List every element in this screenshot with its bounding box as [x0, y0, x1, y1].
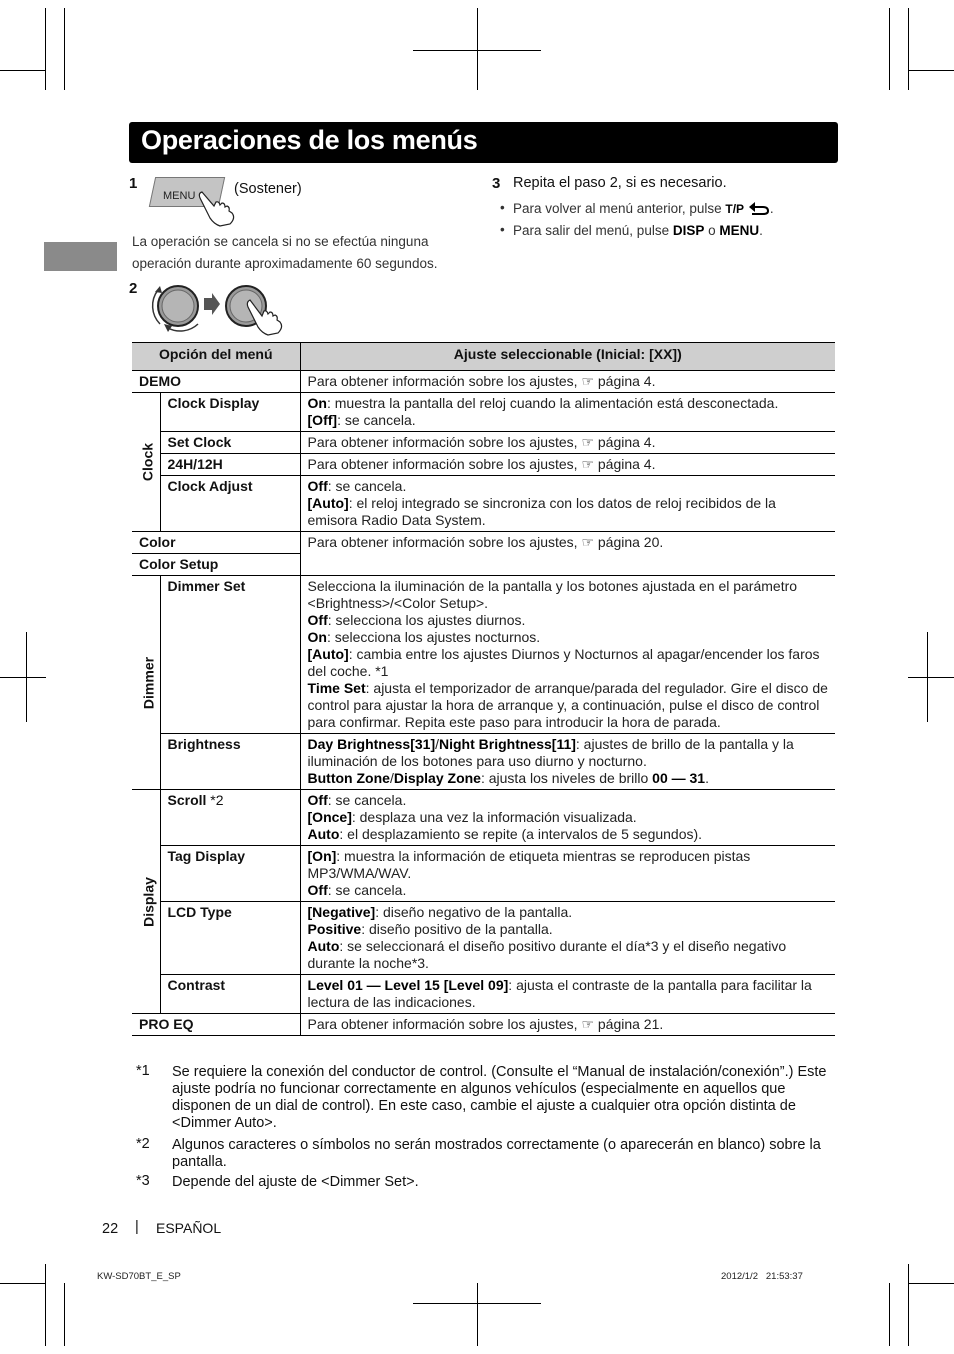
step-1-note: La operación se cancela si no se efectúa ninguna operación durante aproximadamente 60 segundos. [132, 234, 438, 271]
setting-cell: Para obtener información sobre los ajustes, ☞ página 4. [300, 371, 835, 393]
crop-mark [908, 1283, 954, 1284]
hold-label: (Sostener) [234, 181, 302, 197]
table-row [132, 532, 835, 554]
table-header-row [132, 343, 835, 371]
menu-item-color: Color [132, 532, 300, 554]
menu-item-scroll: Scroll *2 [160, 790, 300, 846]
setting-cell: Para obtener información sobre los ajustes, ☞ página 4. [300, 454, 835, 476]
tp-key-label: T/P [725, 202, 745, 216]
page-title: Operaciones de los menús [141, 125, 478, 155]
setting-cell: Para obtener información sobre los ajustes, ☞ página 20. [300, 532, 835, 576]
footnote-2: Algunos caracteres o símbolos no serán mostrados correctamente (o aparecerán en blanco) sobre la pantalla. [172, 1137, 821, 1170]
print-timestamp: 2012/1/2 21:53:37 [721, 1271, 803, 1282]
footnote-mark: *3 [136, 1173, 150, 1189]
table-row [132, 432, 835, 454]
menu-item-tag-display: Tag Display [160, 846, 300, 902]
group-clock [132, 393, 160, 532]
return-arrow-icon [748, 201, 770, 215]
crop-mark [45, 1264, 46, 1346]
crop-mark [26, 632, 27, 722]
menu-item-pro-eq: PRO EQ [132, 1014, 300, 1036]
table-row [132, 790, 835, 846]
crop-mark [889, 8, 890, 90]
setting-cell: Para obtener información sobre los ajustes, ☞ página 4. [300, 432, 835, 454]
menu-item-contrast: Contrast [160, 975, 300, 1014]
crop-mark [908, 70, 954, 71]
pointing-hand-icon [196, 188, 238, 228]
setting-cell: Selecciona la iluminación de la pantalla y los botones ajustada en el parámetro <Brightness>/<Color Setup>. Off: selecciona los ajustes diurnos. On: selecciona los ajustes nocturnos. [Auto]: cambia entre los ajustes Diurnos y Nocturnos al apagar/encender los faros del coche. *1 Time Set: ajusta el temporizador de arranque/parada del regulador. Gire el disco de control para ajustar la hora de arranque y, a continuación, pulse el disco de control para confirmar. Repita este paso para introducir la hora de parada. [300, 576, 835, 734]
menu-options-table [132, 342, 835, 1036]
setting-cell: [On]: muestra la información de etiqueta mientras se reproducen pistas MP3/WMA/WAV. Off: se cancela. [300, 846, 835, 902]
setting-cell: On: muestra la pantalla del reloj cuando la alimentación está desconectada. [Off]: se cancela. [300, 393, 835, 432]
step-3-text: Repita el paso 2, si es necesario. [513, 175, 727, 191]
crop-mark [927, 632, 928, 722]
file-code: KW-SD70BT_E_SP [97, 1271, 181, 1282]
setting-cell: Day Brightness[31]/Night Brightness[11]: ajustes de brillo de la pantalla y la iluminación de los botones para uso diurno y nocturno. Button Zone/Display Zone: ajusta los niveles de brillo 00 — 31. [300, 734, 835, 790]
menu-item-clock-display: Clock Display [160, 393, 300, 432]
crop-mark [64, 8, 65, 90]
table-row [132, 1014, 835, 1036]
setting-cell: [Negative]: diseño negativo de la pantalla. Positive: diseño positivo de la pantalla. Auto: se seleccionará el diseño positivo durante el día*3 y el diseño negativo durante la noche*3. [300, 902, 835, 975]
menu-item-dimmer-set: Dimmer Set [160, 576, 300, 734]
table-row [132, 454, 835, 476]
menu-item-brightness: Brightness [160, 734, 300, 790]
footnote-mark: *2 [136, 1136, 150, 1152]
step-1-number: 1 [129, 175, 138, 192]
step-3-bullet-exit: Para salir del menú, pulse DISP o MENU. [513, 223, 763, 238]
bullet: • [500, 200, 505, 215]
table-row [132, 393, 835, 432]
group-label-dimmer: Dimmer [140, 656, 157, 709]
crop-mark [908, 1264, 909, 1346]
menu-item-lcd-type: LCD Type [160, 902, 300, 975]
language-label: ESPAÑOL [156, 1220, 222, 1236]
footnote-mark: *1 [136, 1063, 150, 1079]
menu-item-set-clock: Set Clock [160, 432, 300, 454]
menu-key-label: MENU [719, 223, 760, 238]
footer-separator: | [135, 1219, 139, 1235]
section-tab [44, 242, 117, 271]
crop-mark [908, 677, 954, 678]
table-row [132, 846, 835, 902]
step-2-number: 2 [129, 280, 138, 297]
menu-item-demo: DEMO [132, 371, 300, 393]
group-label-clock: Clock [139, 442, 156, 482]
table-row [132, 476, 835, 532]
footnote-3: Depende del ajuste de <Dimmer Set>. [172, 1174, 419, 1190]
crop-mark [908, 8, 909, 90]
crop-mark [64, 1283, 65, 1346]
header-menu-option: Opción del menú [132, 343, 300, 371]
step-3-number: 3 [492, 175, 501, 192]
setting-cell: Level 01 — Level 15 [Level 09]: ajusta el contraste de la pantalla para facilitar la lectura de las indicaciones. [300, 975, 835, 1014]
table-row [132, 734, 835, 790]
crop-mark [0, 1283, 46, 1284]
crop-mark [477, 1283, 478, 1346]
table-row [132, 902, 835, 975]
crop-mark [889, 1283, 890, 1346]
title-bar [129, 122, 838, 163]
bullet: • [500, 222, 505, 237]
table-row [132, 576, 835, 734]
group-dimmer [132, 576, 160, 790]
menu-item-clock-adjust: Clock Adjust [160, 476, 300, 532]
crop-mark [45, 8, 46, 90]
menu-button-label: MENU [163, 190, 196, 202]
menu-item-color-setup: Color Setup [132, 554, 300, 576]
setting-cell: Para obtener información sobre los ajustes, ☞ página 21. [300, 1014, 835, 1036]
group-display [132, 790, 160, 1014]
control-dial-illustration [146, 280, 291, 338]
menu-item-24h-12h: 24H/12H [160, 454, 300, 476]
setting-cell: Off: se cancela. [Once]: desplaza una vez la información visualizada. Auto: el desplazamiento se repite (a intervalos de 5 segundos). [300, 790, 835, 846]
footnote-1: Se requiere la conexión del conductor de control. (Consulte el “Manual de instalación/conexión”.) Este ajuste podría no funcionar correctamente en algunos vehículos (especialmente en aquellos que disponen de un dial de control). En este caso, cambie el ajuste a cualquier otra opción distinta de <Dimmer Auto>. [172, 1064, 827, 1131]
setting-cell: Off: se cancela. [Auto]: el reloj integrado se sincroniza con los datos de reloj recibidos de la emisora Radio Data System. [300, 476, 835, 532]
table-row [132, 371, 835, 393]
page-number: 22 [102, 1221, 119, 1237]
header-setting: Ajuste seleccionable (Inicial: [XX]) [300, 343, 835, 371]
crop-mark [0, 677, 46, 678]
table-row [132, 975, 835, 1014]
crop-mark [0, 70, 46, 71]
group-label-display: Display [140, 876, 157, 927]
disp-key-label: DISP [672, 223, 705, 238]
crop-mark [477, 8, 478, 90]
step-3-bullet-back: Para volver al menú anterior, pulse T/P . [513, 201, 774, 216]
